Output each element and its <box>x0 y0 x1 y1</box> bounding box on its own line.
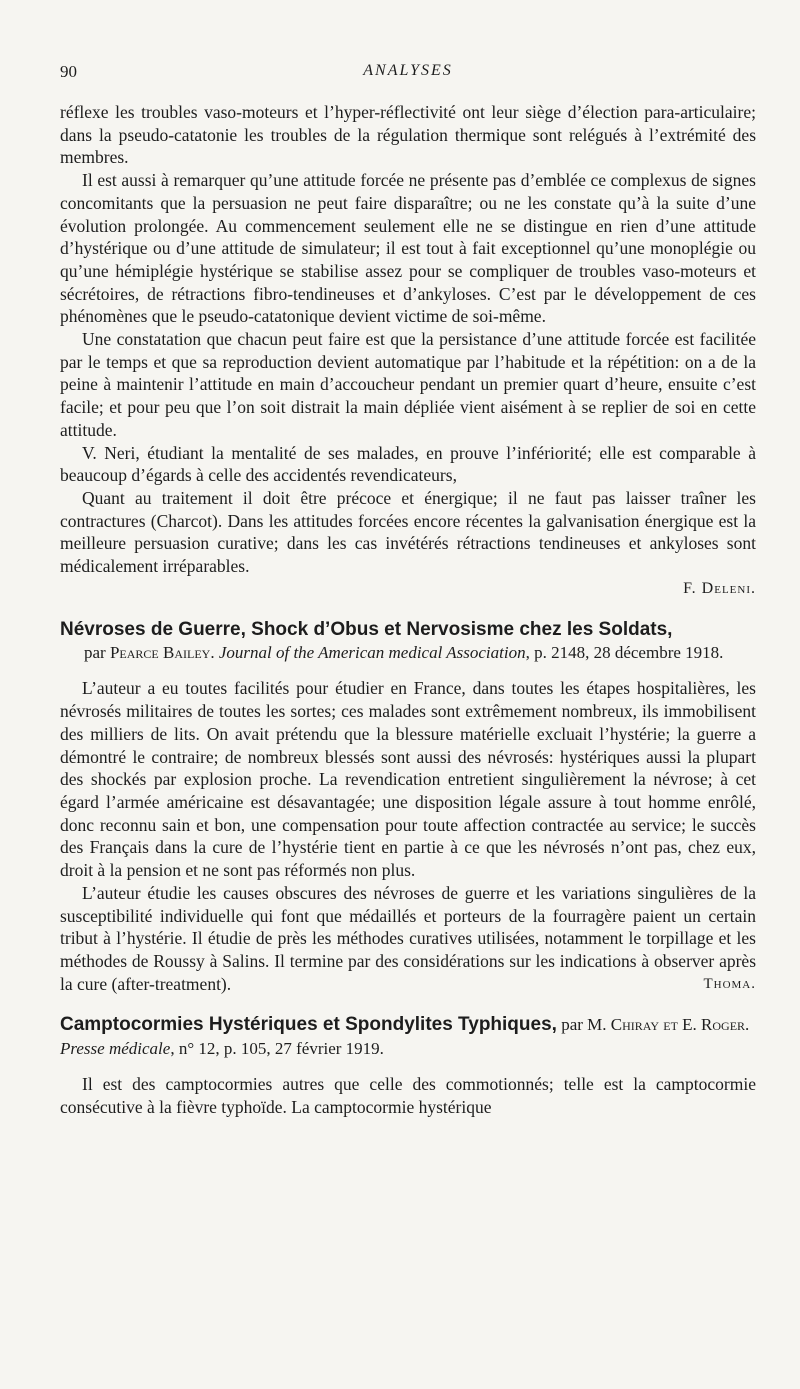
reference-page: p. 2148, <box>534 643 590 663</box>
paragraph: L’auteur a eu toutes facilités pour étudier en France, dans toutes les étapes hospitalières, les névrosés militaires de toutes les sortes; ces malades sont extrêmement nombreux, ils immobilisent des milliers de lits. On avait prétendu que la blessure matérielle excluait l’hystérie; la guerre a démontré le contraire; de nombreux blessés sont aussi des névrosés: hystériques aussi la plupart des shockés par explosion proche. La revendication entretient singulièrement la névrose; à cet égard l’armée américaine est désavantagée; une disposition légale assure à tout homme enrôlé, donc reconnu sain et bon, une compensation pour toute affection contractée au service; le succès des Français dans la cure de l’hystérie tient en partie à ce que les névrosés n’ont pas, chez eux, droit à la pension et ne sont pas réformés non plus. <box>60 678 756 881</box>
article-camptocormies <box>60 1013 756 1118</box>
article-authors: M. Chiray et E. Roger. <box>587 1015 750 1035</box>
article-title: Camptocormies Hystériques et Spondylites Typhiques, <box>60 1014 557 1036</box>
paragraph-text: L’auteur étudie les causes obscures des névroses de guerre et les variations singulières de la susceptibilité individuelle qui font que médaillés et porteurs de la fourragère paient un certain tribut à l’hystérie. Il étudie de près les méthodes curatives utilisées, notamment le torpillage et les méthodes de Roussy à Salins. Il termine par des considérations sur les indications à observer après la cure (after-treatment). <box>60 882 756 994</box>
running-head: ANALYSES <box>363 62 453 79</box>
article-title: Névroses de Guerre, Shock d’Obus et Nervosisme chez les Soldats, <box>60 619 673 641</box>
journal-name: Journal of the American medical Association <box>218 643 526 663</box>
signature: F. Deleni. <box>683 579 756 597</box>
paragraph <box>60 882 756 996</box>
signature: Thoma. <box>703 975 756 992</box>
paragraph: V. Neri, étudiant la mentalité de ses malades, en prouve l’infériorité; elle est comparable à beaucoup d’égards à celle des accidentés revendicateurs, <box>60 442 756 486</box>
byline-prefix: par <box>84 643 106 663</box>
paragraph: Il est des camptocormies autres que celle des commotionnés; telle est la camptocormie consécutive à la fièvre typhoïde. La camptocormie hystérique <box>60 1074 756 1118</box>
page <box>60 62 756 1119</box>
reference: n° 12, p. 105, 27 février 1919. <box>178 1039 384 1059</box>
paragraph: réflexe les troubles vaso-moteurs et l’hyper-réflectivité ont leur siège d’élection para-articulaire; dans la pseudo-catatonie les troubles de la régulation thermique sont relégués à l’extrémité des membres. <box>60 102 756 168</box>
paragraph: Quant au traitement il doit être précoce et énergique; il ne faut pas laisser traîner les contractures (Charcot). Dans les attitudes forcées encore récentes la galvanisation énergique est la meilleure persuasion curative; dans les cas invétérés rétractions tendineuses et ankyloses sont médicalement irréparables. <box>60 487 756 577</box>
page-header <box>60 62 756 86</box>
paragraph: Il est aussi à remarquer qu’une attitude forcée ne présente pas d’emblée ce complexus de signes concomitants que la persuasion ne peut faire disparaître; ou ne les constate qu’à la suite d’une évolution prolongée. Au commencement seulement elle ne se distingue en rien d’une attitude d’hystérique ou d’une attitude de simulateur; il est tout à fait exceptionnel qu’une monoplégie ou qu’une hémiplégie hystérique se stabilise assez pour se compliquer de troubles vaso-moteurs et sécrétoires, de rétractions fibro-tendineuses et d’ankyloses. C’est par le développement de ces phénomènes que le pseudo-catatonique devient victime de soi-même. <box>60 170 756 327</box>
article-author: Pearce Bailey <box>109 643 211 663</box>
reference-date: 28 décembre 1918. <box>593 643 724 663</box>
article-heading: Camptocormies Hystériques et Spondylites Typhiques, par M. Chiray et E. Roger. Presse médicale, n° 12, p. 105, 27 février 1919. <box>60 1014 750 1059</box>
page-number: 90 <box>60 62 77 81</box>
article-byline: par Pearce Bailey. Journal of the American medical Association, p. 2148, 28 décembre 1918. <box>84 643 724 663</box>
paragraph: Une constatation que chacun peut faire est que la persistance d’une attitude forcée est facilitée par le temps et que sa reproduction devient automatique par l’habitude et la répétition: on a de la peine à maintenir l’attitude en main d’accoucheur pendant un premier quart d’heure, ensuite c’est facile; et pour peu que l’on soit distrait la main dépliée vient aisément à se replier de soi en cette attitude. <box>60 329 756 440</box>
byline-prefix: par <box>561 1015 583 1035</box>
journal-name: Presse médicale <box>60 1039 171 1059</box>
article-nevroses <box>60 618 756 995</box>
section-continuation <box>60 101 756 600</box>
